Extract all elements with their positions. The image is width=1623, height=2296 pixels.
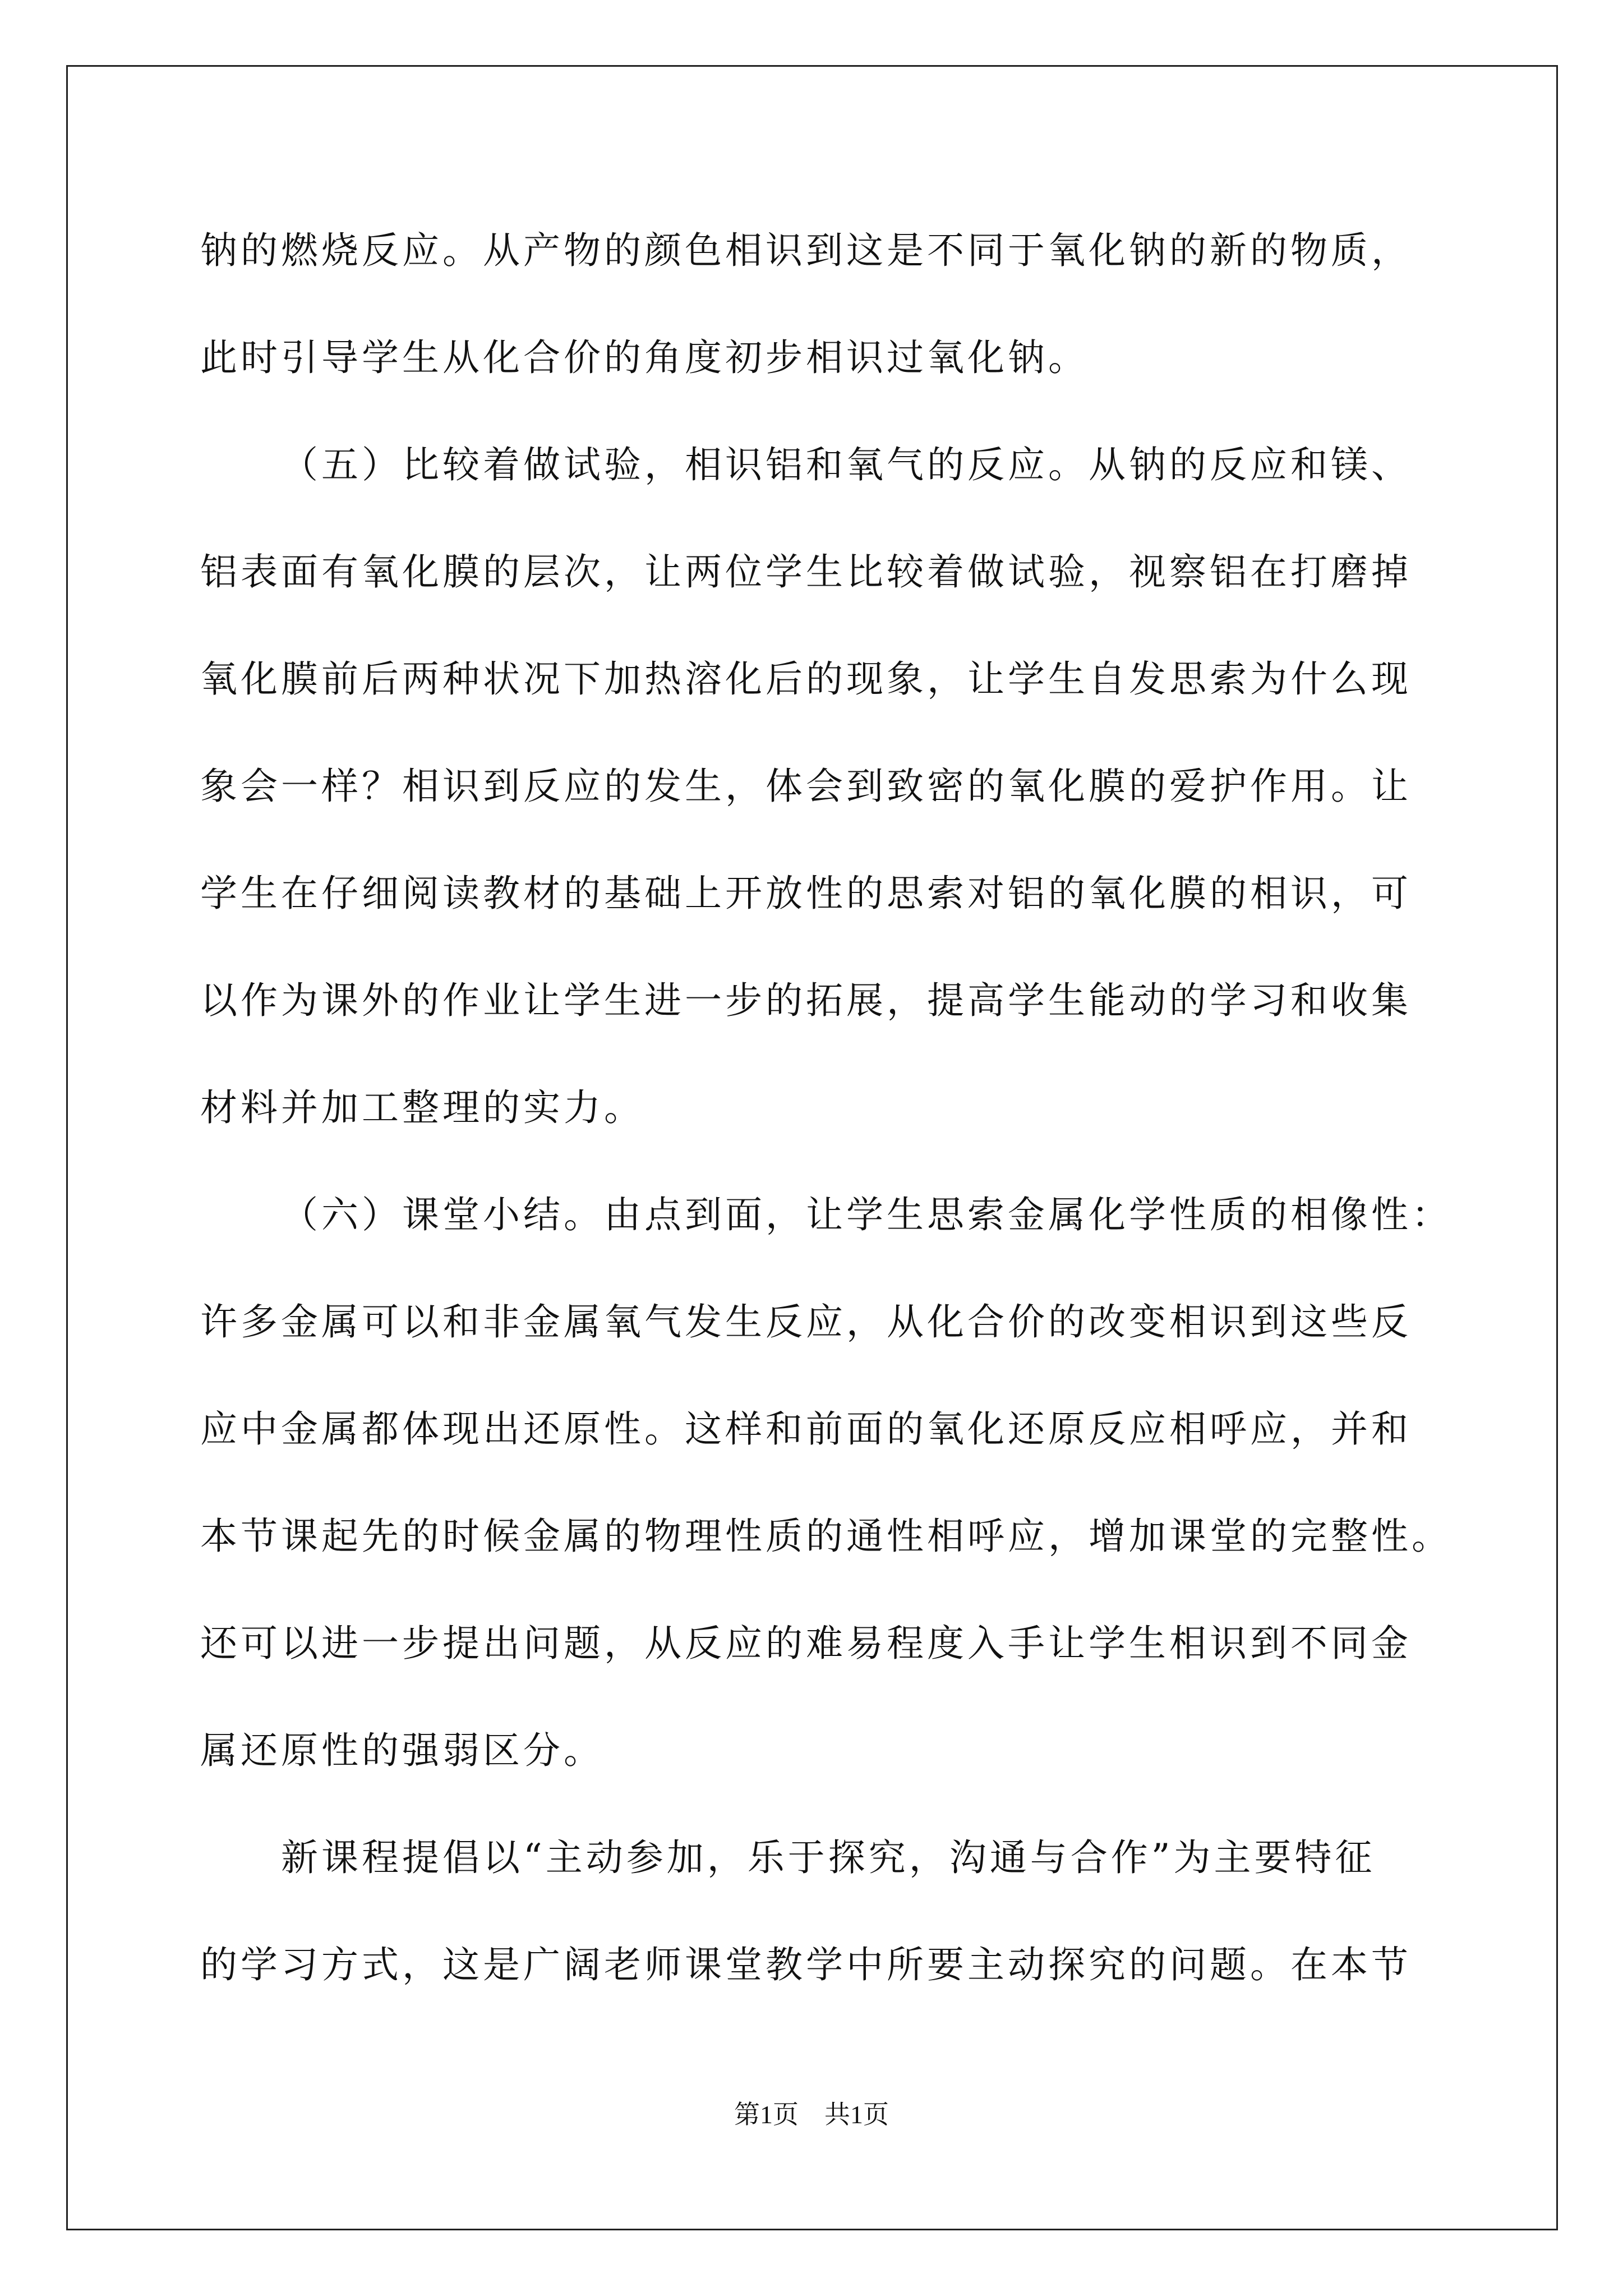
text-line: 此时引导学生从化合价的角度初步相识过氧化钠。 [200, 336, 1089, 379]
text-line: 钠的燃烧反应。从产物的颜色相识到这是不同于氧化钠的新的物质， [200, 229, 1412, 272]
text-line: 应中金属都体现出还原性。这样和前面的氧化还原反应相呼应，并和 [200, 1407, 1412, 1451]
text-line: 许多金属可以和非金属氧气发生反应，从化合价的改变相识到这些反 [200, 1300, 1412, 1343]
page-border [66, 65, 1558, 2230]
text-line: 象会一样？相识到反应的发生，体会到致密的氧化膜的爱护作用。让 [200, 765, 1412, 808]
text-line: 氧化膜前后两种状况下加热溶化后的现象，让学生自发思索为什么现 [200, 657, 1412, 701]
text-line: 本节课起先的时候金属的物理性质的通性相呼应，增加课堂的完整性。 [200, 1515, 1452, 1558]
text-line: 学生在仔细阅读教材的基础上开放性的思索对铝的氧化膜的相识，可 [200, 872, 1412, 915]
text-line: 的学习方式，这是广阔老师课堂教学中所要主动探究的问题。在本节 [200, 1943, 1412, 1986]
page-footer: 第1页 共1页 [734, 2100, 889, 2129]
paragraph-start-line: （五）比较着做试验，相识铝和氧气的反应。从钠的反应和镁、 [281, 443, 1412, 486]
text-line: 铝表面有氧化膜的层次，让两位学生比较着做试验，视察铝在打磨掉 [200, 550, 1412, 593]
text-line: 属还原性的强弱区分。 [200, 1729, 604, 1772]
paragraph-start-line: 新课程提倡以“主动参加，乐于探究，沟通与合作”为主要特征 [281, 1836, 1376, 1879]
text-line: 还可以进一步提出问题，从反应的难易程度入手让学生相识到不同金 [200, 1622, 1412, 1665]
paragraph-start-line: （六）课堂小结。由点到面，让学生思索金属化学性质的相像性： [281, 1193, 1452, 1236]
text-line: 材料并加工整理的实力。 [200, 1086, 644, 1129]
text-line: 以作为课外的作业让学生进一步的拓展，提高学生能动的学习和收集 [200, 979, 1412, 1022]
